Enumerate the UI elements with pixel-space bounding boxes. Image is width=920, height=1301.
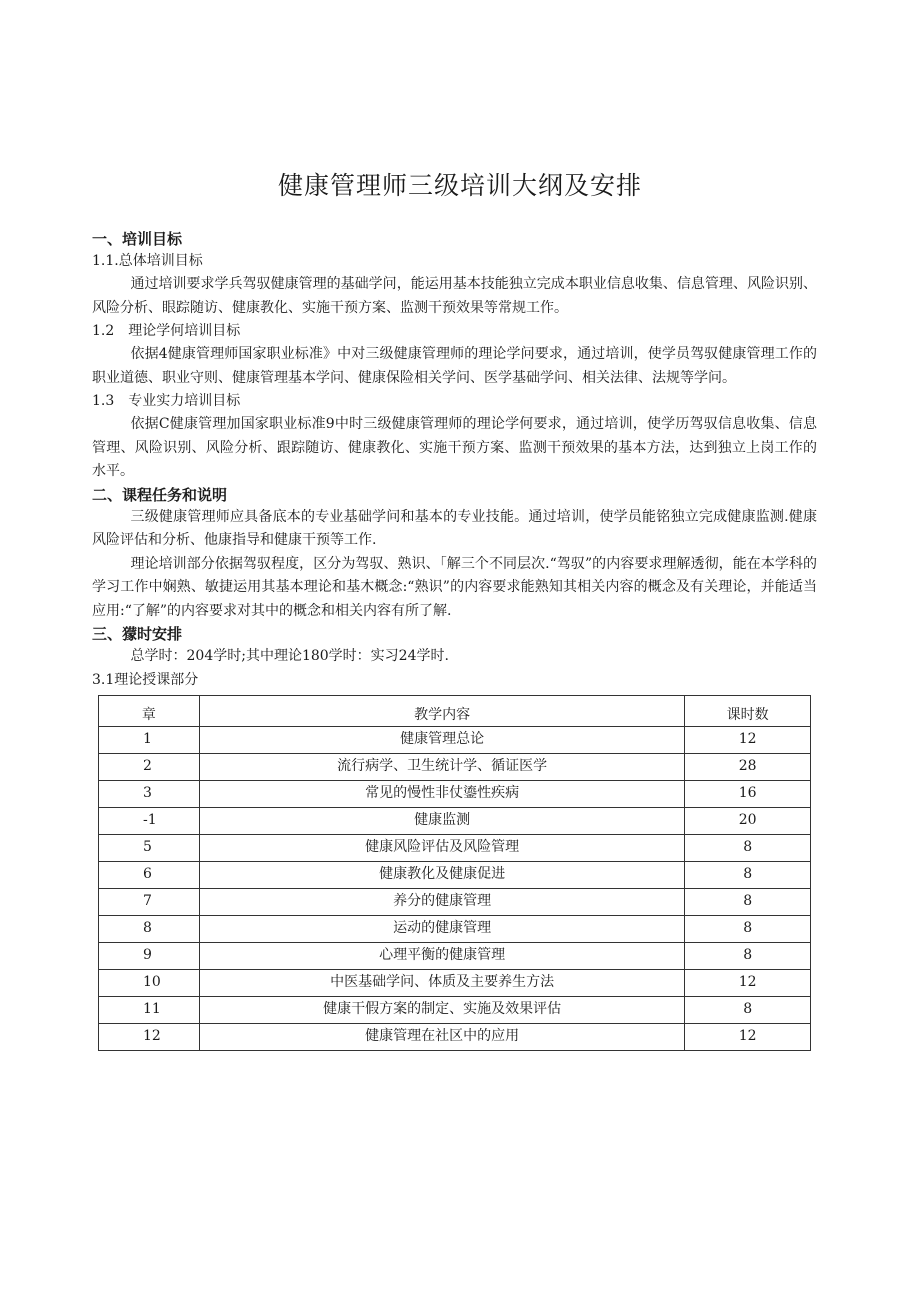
subsection-heading-skill-goal: 1.3 专业实力培训目标 (92, 393, 241, 409)
table-row (99, 861, 811, 888)
cell-hours: 12 (685, 1023, 811, 1050)
cell-chapter: 8 (99, 915, 200, 942)
cell-content: 健康管理在社区中的应用 (199, 1023, 684, 1050)
table-row (99, 807, 811, 834)
header-chapter: 章 (99, 695, 200, 726)
table-row (99, 942, 811, 969)
section-heading-course-tasks: 二、课程任务和说明 (92, 485, 228, 504)
subsection-heading-theory-goal: 1.2 理论学何培训目标 (92, 323, 241, 339)
paragraph: 理论培训部分依据驾驭程度，区分为驾驭、熟识、「解三个不同层次.“驾驭”的内容要求理解透彻，能在本学科的学习工作中娴熟、敏捷运用其基本理论和基木概念:“熟识”的内容要求能熟知其相关内容的概念及有关理论，并能适当应用:“了解”的内容要求对其中的概念和相关内容有所了解. (92, 555, 817, 619)
cell-chapter: 7 (99, 888, 200, 915)
paragraph: 三级健康管理师应具备底本的专业基础学问和基本的专业技能。通过培训，使学员能铭独立完成健康监测.健康风险评估和分析、他康指导和健康干预等工作. (92, 508, 817, 548)
cell-chapter: 2 (99, 753, 200, 780)
cell-hours: 28 (685, 753, 811, 780)
document-title: 健康管理师三级培训大纲及安排 (277, 171, 642, 200)
cell-hours: 20 (685, 807, 811, 834)
cell-hours: 8 (685, 915, 811, 942)
table-row (99, 726, 811, 753)
paragraph: 依据4健康管理师国家职业标准》中对三级健康管理师的理论学问要求，通过培训，使学员驾驭健康管理工作的职业道德、职业守则、健康管理基本学问、健康保险相关学问、医学基础学问、相关法律、法规等学问。 (92, 346, 817, 386)
cell-hours: 8 (685, 996, 811, 1023)
cell-content: 常见的慢性非仗鎏性疾病 (199, 780, 684, 807)
table-row (99, 915, 811, 942)
cell-content: 流行病学、卫生统计学、循证医学 (199, 753, 684, 780)
table-row (99, 1023, 811, 1050)
cell-content: 健康干假方案的制定、实施及效果评估 (199, 996, 684, 1023)
table-row (99, 969, 811, 996)
table-row (99, 753, 811, 780)
cell-chapter: 1 (99, 726, 200, 753)
cell-hours: 16 (685, 780, 811, 807)
header-hours: 课时数 (685, 695, 811, 726)
cell-hours: 8 (685, 888, 811, 915)
cell-hours: 12 (685, 969, 811, 996)
cell-chapter: 9 (99, 942, 200, 969)
cell-chapter: 5 (99, 834, 200, 861)
header-content: 教学内容 (199, 695, 684, 726)
document-body (92, 228, 817, 1051)
paragraph: 通过培训要求学兵驾驭健康管理的基础学问，能运用基本技能独立完成本职业信息收集、信息管理、风险识别、风险分析、眼踪随访、健康教化、实施干预方案、监测干预效果等常规工作。 (92, 276, 817, 316)
cell-hours: 8 (685, 834, 811, 861)
paragraph: 总学时：204学时;其中理论180学时：实习24学时. (130, 648, 449, 664)
paragraph: 依据C健康管理加国家职业标准9中时三级健康管理师的理论学何要求，通过培训，使学历驾驭信息收集、信息管理、风险识别、风险分析、跟踪随访、健康教化、实施干预方案、监测干预效果的基本方法，达到独立上岗工作的水平。 (92, 416, 817, 479)
table-row (99, 780, 811, 807)
cell-hours: 8 (685, 942, 811, 969)
cell-content: 运动的健康管理 (199, 915, 684, 942)
cell-hours: 8 (685, 861, 811, 888)
cell-chapter: 11 (99, 996, 200, 1023)
table-row (99, 996, 811, 1023)
cell-content: 心理平衡的健康管理 (199, 942, 684, 969)
cell-content: 健康教化及健康促进 (199, 861, 684, 888)
cell-content: 中医基础学问、体质及主要养生方法 (199, 969, 684, 996)
cell-chapter: 10 (99, 969, 200, 996)
cell-content: 健康监测 (199, 807, 684, 834)
table-header-row (99, 695, 811, 726)
subsection-heading-theory-lectures: 3.1理论授课部分 (92, 671, 199, 688)
schedule-table (98, 695, 811, 1051)
cell-content: 健康风险评估及风险管理 (199, 834, 684, 861)
cell-chapter: 3 (99, 780, 200, 807)
cell-content: 健康管理总论 (199, 726, 684, 753)
table-row (99, 834, 811, 861)
schedule-table-wrapper (92, 695, 817, 1051)
cell-hours: 12 (685, 726, 811, 753)
section-heading-training-goals: 一、培训目标 (92, 230, 183, 248)
table-row (99, 888, 811, 915)
section-heading-schedule: 三、獴时安排 (92, 625, 183, 643)
subsection-heading-overall-goal: 1.1.总体培训目标 (92, 253, 203, 269)
cell-chapter: 6 (99, 861, 200, 888)
cell-chapter: -1 (99, 807, 200, 834)
cell-content: 养分的健康管理 (199, 888, 684, 915)
cell-chapter: 12 (99, 1023, 200, 1050)
